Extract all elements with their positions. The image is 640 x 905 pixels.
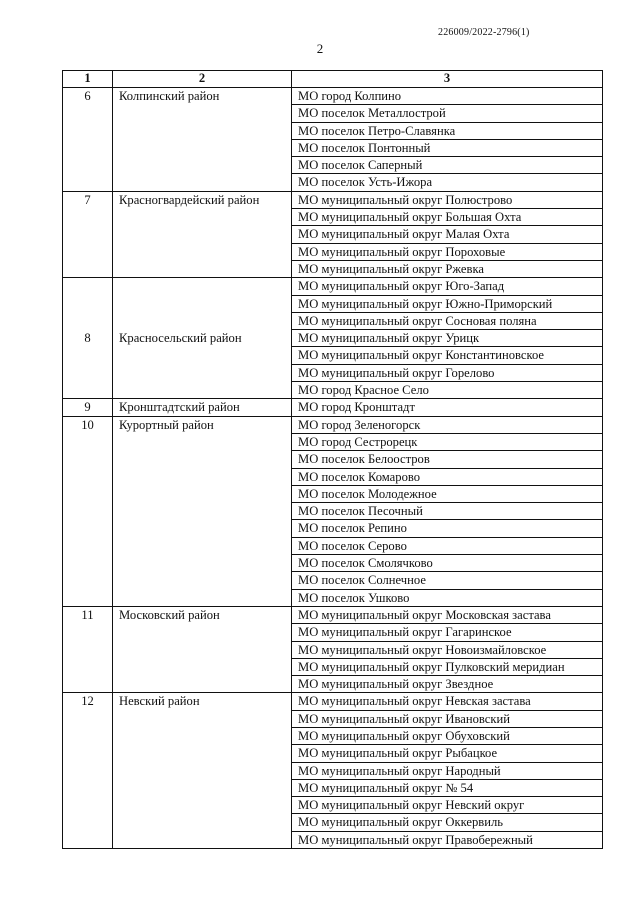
municipality-list [292, 191, 603, 277]
row-number: 10 [63, 416, 113, 606]
municipality-item: МО поселок Понтонный [292, 139, 602, 156]
municipality-item: МО муниципальный округ Ивановский [292, 710, 602, 727]
municipality-list [292, 693, 603, 849]
municipality-item: МО поселок Репино [292, 519, 602, 536]
document-number: 226009/2022-2796(1) [438, 27, 530, 38]
municipalities-table [62, 70, 603, 849]
municipality-item: МО поселок Смолячково [292, 554, 602, 571]
district-name: Московский район [113, 606, 292, 692]
row-number: 8 [63, 278, 113, 399]
municipality-list [292, 606, 603, 692]
municipality-item: МО поселок Белоостров [292, 450, 602, 467]
municipality-item: МО город Зеленогорск [298, 417, 421, 432]
municipality-item: МО поселок Молодежное [292, 485, 602, 502]
municipality-item: МО муниципальный округ Рыбацкое [292, 744, 602, 761]
municipality-list [292, 88, 603, 192]
district-name: Красногвардейский район [113, 191, 292, 277]
municipality-item: МО город Колпино [298, 89, 402, 103]
municipality-item: МО муниципальный округ № 54 [292, 779, 602, 796]
row-number: 11 [63, 606, 113, 692]
municipality-item: МО поселок Петро-Славянка [292, 122, 602, 139]
municipality-item: МО муниципальный округ Малая Охта [292, 225, 602, 242]
row-number: 9 [63, 399, 113, 416]
table-row [63, 606, 603, 692]
municipality-item: МО муниципальный округ Невский округ [292, 796, 602, 813]
municipality-item: МО муниципальный округ Южно-Приморский [292, 295, 602, 312]
municipality-item: МО поселок Серово [292, 537, 602, 554]
municipality-item: МО поселок Металлострой [292, 104, 602, 121]
municipality-list [292, 416, 603, 606]
municipality-item: МО муниципальный округ Ржевка [292, 260, 602, 277]
municipality-item: МО поселок Песочный [292, 502, 602, 519]
page-number: 2 [316, 41, 324, 56]
municipality-item: МО муниципальный округ Обуховский [292, 727, 602, 744]
district-name: Кронштадтский район [113, 399, 292, 416]
municipality-item: МО муниципальный округ Звездное [292, 675, 602, 692]
municipality-item: МО муниципальный округ Московская застава [298, 607, 551, 622]
municipality-list [292, 278, 603, 399]
row-number: 7 [63, 191, 113, 277]
municipality-item: МО муниципальный округ Горелово [292, 364, 602, 381]
district-name: Колпинский район [113, 88, 292, 192]
table-row [63, 191, 603, 277]
district-name: Красносельский район [113, 278, 292, 399]
column-header: 1 [63, 71, 113, 88]
municipality-item: МО поселок Ушково [292, 589, 602, 606]
municipality-item: МО муниципальный округ Правобережный [292, 831, 602, 848]
municipality-item: МО муниципальный округ Константиновское [292, 346, 602, 363]
table-row [63, 88, 603, 192]
row-number: 6 [63, 88, 113, 192]
table-row [63, 278, 603, 399]
row-number: 12 [63, 693, 113, 849]
municipality-item: МО поселок Саперный [292, 156, 602, 173]
municipality-item: МО поселок Комарово [292, 468, 602, 485]
table-header-row [63, 71, 603, 88]
municipality-item: МО муниципальный округ Пороховые [292, 243, 602, 260]
table-row [63, 693, 603, 849]
municipality-item: МО муниципальный округ Юго-Запад [298, 279, 505, 294]
municipality-item: МО муниципальный округ Оккервиль [292, 813, 602, 830]
municipality-item: МО поселок Усть-Ижора [292, 173, 602, 190]
table-row [63, 399, 603, 416]
municipality-item: МО муниципальный округ Сосновая поляна [292, 312, 602, 329]
municipality-item: МО муниципальный округ Пулковский меридиан [292, 658, 602, 675]
municipality-item: МО поселок Солнечное [292, 571, 602, 588]
municipality-item: МО муниципальный округ Большая Охта [292, 208, 602, 225]
municipality-item: МО город Сестрорецк [292, 433, 602, 450]
district-name: Невский район [113, 693, 292, 849]
column-header: 3 [292, 71, 603, 88]
table-row [63, 416, 603, 606]
municipality-item: МО муниципальный округ Народный [292, 762, 602, 779]
table-body [63, 88, 603, 849]
municipality-item: МО муниципальный округ Полюстрово [298, 192, 513, 207]
district-name: Курортный район [113, 416, 292, 606]
column-header: 2 [113, 71, 292, 88]
municipality-item: МО город Кронштадт [298, 400, 415, 415]
municipality-item: МО муниципальный округ Гагаринское [292, 623, 602, 640]
municipality-item: МО муниципальный округ Новоизмайловское [292, 641, 602, 658]
municipality-item: МО муниципальный округ Урицк [292, 329, 602, 346]
municipality-list [292, 399, 603, 416]
municipality-item: МО муниципальный округ Невская застава [298, 694, 531, 709]
municipality-item: МО город Красное Село [292, 381, 602, 398]
